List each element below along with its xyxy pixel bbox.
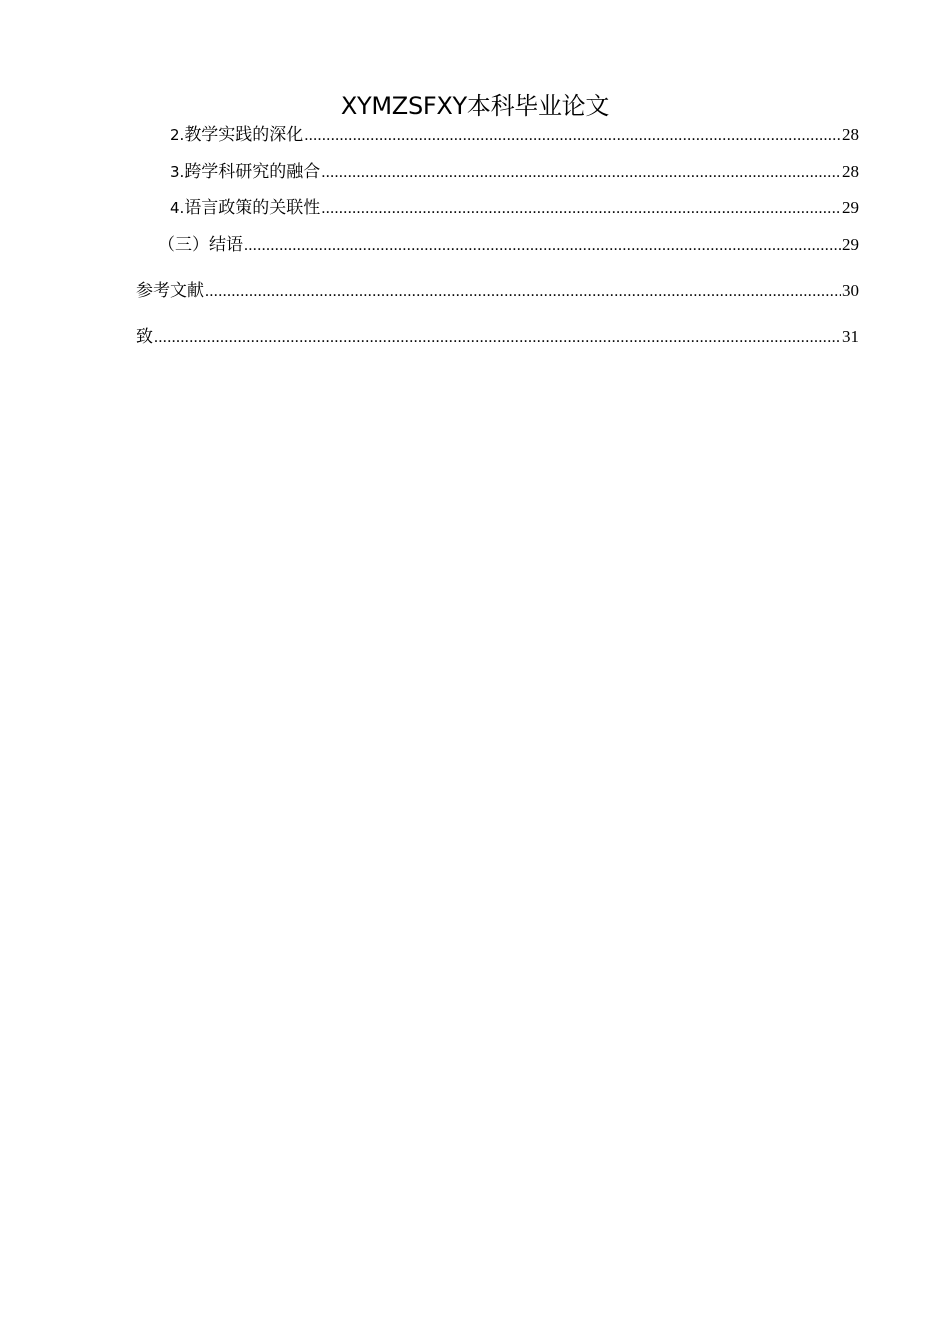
toc-entry[interactable] — [170, 196, 859, 220]
page-header-title: XYMZSFXY本科毕业论文 — [340, 92, 610, 120]
toc-dot-leader — [321, 161, 841, 184]
table-of-contents — [0, 0, 950, 400]
toc-dot-leader — [205, 280, 841, 303]
toc-entry-page: 28 — [842, 125, 859, 144]
toc-entry-page: 28 — [842, 162, 859, 181]
toc-entry-page: 29 — [842, 198, 859, 217]
toc-entry-number: 4. — [170, 199, 185, 217]
toc-dot-leader — [321, 197, 841, 220]
toc-entry-title: 语言政策的关联性 — [184, 198, 321, 218]
toc-entry[interactable] — [170, 123, 859, 147]
toc-entry-title: 致 — [136, 327, 153, 347]
toc-entry[interactable] — [136, 325, 859, 349]
toc-entry-page: 29 — [842, 235, 859, 254]
toc-dot-leader — [244, 234, 841, 257]
toc-entry-page: 30 — [842, 281, 859, 300]
toc-entry-title: 跨学科研究的融合 — [184, 162, 321, 182]
toc-entry-number: 2. — [170, 126, 185, 144]
toc-entry-number: 3. — [170, 163, 185, 181]
toc-entry[interactable] — [170, 160, 859, 184]
toc-entry[interactable] — [136, 279, 859, 303]
toc-entry-title: 教学实践的深化 — [184, 125, 304, 145]
toc-entry[interactable] — [158, 233, 859, 257]
toc-entry-title: （三）结语 — [158, 235, 243, 255]
toc-dot-leader — [154, 326, 841, 349]
toc-entry-title: 参考文献 — [136, 281, 204, 301]
toc-dot-leader — [304, 124, 841, 147]
toc-entry-page: 31 — [842, 327, 859, 346]
